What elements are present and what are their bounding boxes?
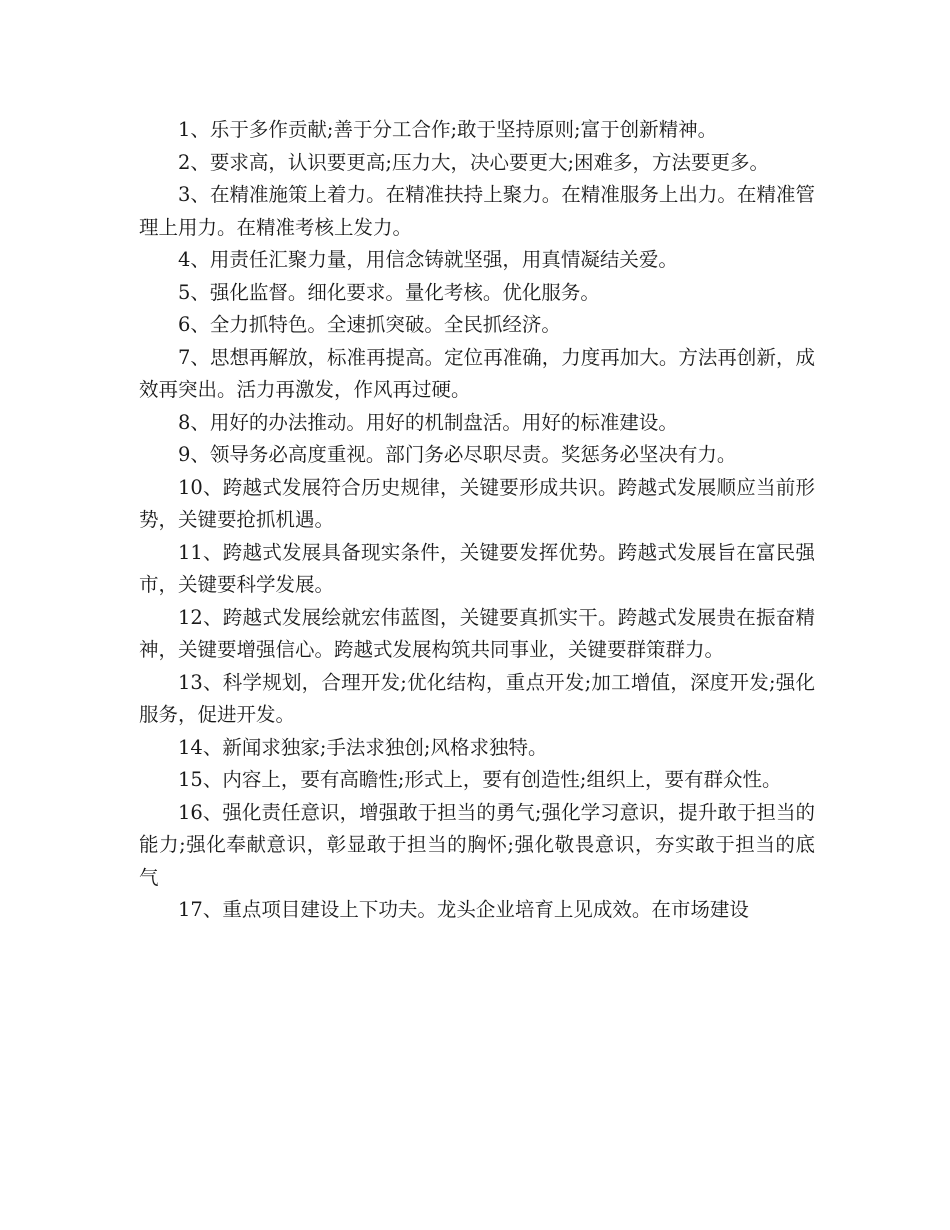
paragraph-10: 10、跨越式发展符合历史规律，关键要形成共识。跨越式发展顺应当前形势，关键要抢抓机遇。 xyxy=(139,475,815,531)
paragraph-9: 9、领导务必高度重视。部门务必尽职尽责。奖惩务必坚决有力。 xyxy=(178,443,737,466)
paragraph-14: 14、新闻求独家;手法求独创;风格求独特。 xyxy=(178,735,548,759)
paragraph-8: 8、用好的办法推动。用好的机制盘活。用好的标准建设。 xyxy=(178,410,678,434)
paragraph-13: 13、科学规划，合理开发;优化结构，重点开发;加工增值，深度开发;强化服务，促进开发。 xyxy=(139,670,815,726)
paragraph-16: 16、强化责任意识，增强敢于担当的勇气;强化学习意识，提升敢于担当的能力;强化奉献意识，彰显敢于担当的胸怀;强化敬畏意识，夯实敢于担当的底气 xyxy=(139,800,815,889)
paragraph-7: 7、思想再解放，标准再提高。定位再准确，力度再加大。方法再创新，成效再突出。活力再激发，作风再过硬。 xyxy=(139,345,815,401)
paragraph-4: 4、用责任汇聚力量，用信念铸就坚强，用真情凝结关爱。 xyxy=(178,248,678,271)
paragraph-3: 3、在精准施策上着力。在精准扶持上聚力。在精准服务上出力。在精准管理上用力。在精准考核上发力。 xyxy=(139,183,815,239)
paragraph-11: 11、跨越式发展具备现实条件，关键要发挥优势。跨越式发展旨在富民强市，关键要科学发展。 xyxy=(139,540,815,596)
paragraph-5: 5、强化监督。细化要求。量化考核。优化服务。 xyxy=(178,280,600,304)
paragraph-12: 12、跨越式发展绘就宏伟蓝图，关键要真抓实干。跨越式发展贵在振奋精神，关键要增强信心。跨越式发展构筑共同事业，关键要群策群力。 xyxy=(139,605,815,661)
paragraph-2: 2、要求高，认识要更高;压力大，决心要更大;困难多，方法要更多。 xyxy=(178,150,770,174)
paragraph-15: 15、内容上，要有高瞻性;形式上，要有创造性;组织上，要有群众性。 xyxy=(178,768,782,791)
paragraph-1: 1、乐于多作贡献;善于分工合作;敢于坚持原则;富于创新精神。 xyxy=(178,118,718,141)
paragraph-17: 17、重点项目建设上下功夫。龙头企业培育上见成效。在市场建设 xyxy=(178,898,749,921)
document-body xyxy=(139,114,815,927)
paragraph-6: 6、全力抓特色。全速抓突破。全民抓经济。 xyxy=(178,313,561,336)
